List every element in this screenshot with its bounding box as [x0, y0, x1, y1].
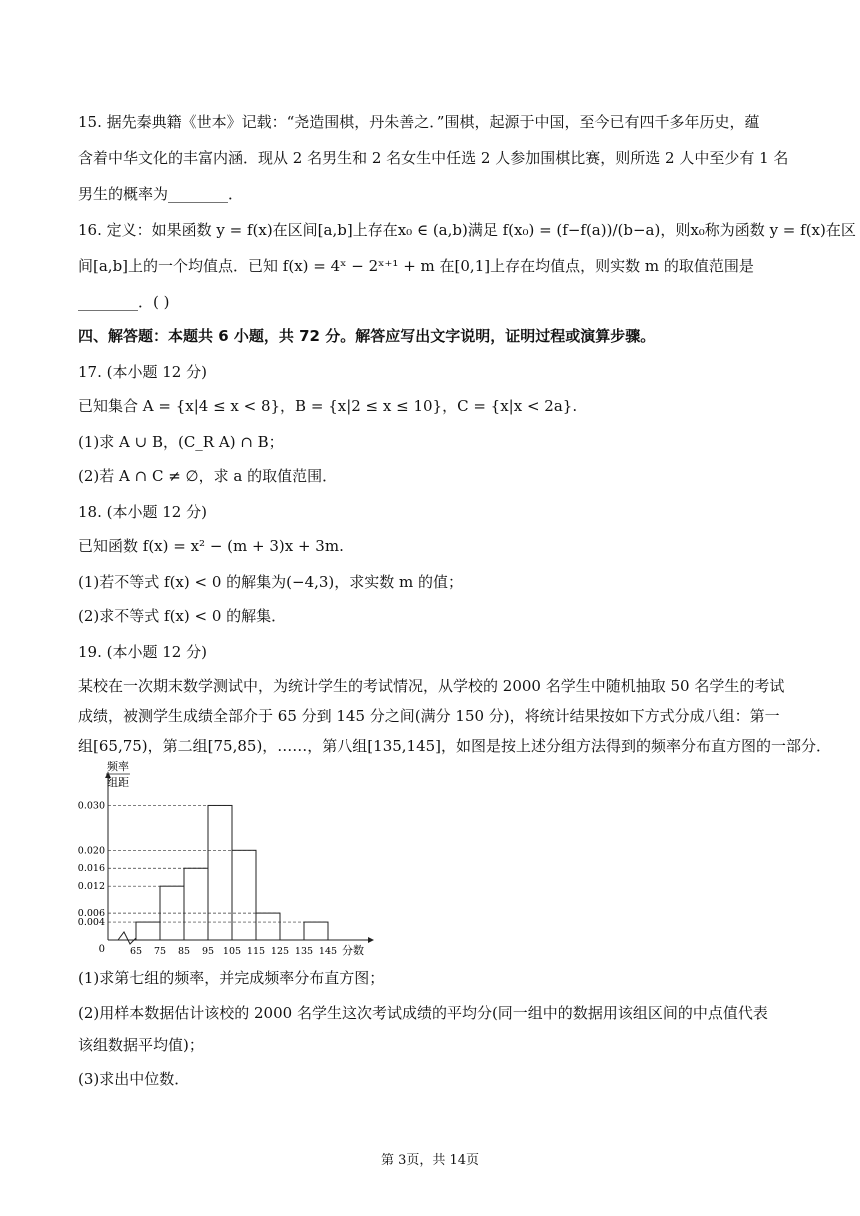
y-axis-label-bottom: 组距	[107, 776, 129, 789]
x-tick-label: 95	[201, 946, 215, 957]
q17-line3: (2)若 A ∩ C ≠ ∅，求 a 的取值范围．	[78, 467, 338, 485]
y-tick-label: 0.004	[78, 917, 105, 929]
histogram-bar	[136, 922, 160, 940]
section-heading: 四、解答题：本题共 6 小题，共 72 分。解答应写出文字说明，证明过程或演算步骤。	[78, 327, 656, 345]
axis-break	[118, 932, 136, 944]
q17-line1: 已知集合 A = {x|4 ≤ x < 8}，B = {x|2 ≤ x ≤ 10}，C = {x|x < 2a}.	[78, 397, 578, 415]
q16-line2: 间[a,b]上的一个均值点．已知 f(x) = 4ˣ − 2ˣ⁺¹ + m 在[0,1]上存在均值点，则实数 m 的取值范围是	[78, 257, 754, 275]
histogram-bar	[232, 850, 256, 940]
q17-line2: (1)求 A ∪ B，(C_R A) ∩ B；	[78, 433, 284, 451]
q18-line1: 已知函数 f(x) = x² − (m + 3)x + 3m.	[78, 537, 344, 555]
histogram-bar	[256, 913, 280, 940]
q17-head: 17. (本小题 12 分)	[78, 363, 207, 381]
y-tick-label: 0.006	[78, 908, 105, 920]
origin-label: 0	[98, 944, 105, 955]
q19-sub2b: 该组数据平均值)；	[78, 1036, 204, 1054]
q19-head: 19. (本小题 12 分)	[78, 643, 207, 661]
q19-sub1: (1)求第七组的频率，并完成频率分布直方图；	[78, 969, 385, 987]
x-tick-label: 75	[153, 946, 167, 957]
x-tick-label: 135	[294, 946, 314, 957]
q19-line1: 某校在一次期末数学测试中，为统计学生的考试情况，从学校的 2000 名学生中随机抽取 50 名学生的考试	[78, 677, 785, 695]
q19-line2: 成绩，被测学生成绩全部介于 65 分到 145 分之间(满分 150 分)，将统计结果按如下方式分成八组：第一	[78, 707, 780, 725]
x-tick-label: 105	[222, 946, 242, 957]
x-tick-label: 65	[129, 946, 143, 957]
x-tick-label: 125	[270, 946, 290, 957]
q15-line2: 含着中华文化的丰富内涵．现从 2 名男生和 2 名女生中任选 2 人参加围棋比赛，则所选 2 人中至少有 1 名	[78, 149, 789, 167]
x-tick-label: 115	[246, 946, 266, 957]
y-tick-label: 0.016	[78, 863, 105, 875]
q19-sub3: (3)求出中位数．	[78, 1070, 190, 1088]
y-axis-label-top: 频率	[107, 760, 129, 773]
q18-head: 18. (本小题 12 分)	[78, 503, 207, 521]
q15-line1: 15. 据先秦典籍《世本》记载：“尧造围棋，丹朱善之．”围棋，起源于中国，至今已有四千多年历史，蕴	[78, 113, 760, 131]
q16-line3: ________．( )	[78, 293, 170, 311]
histogram-bar	[184, 868, 208, 940]
histogram-bar	[208, 805, 232, 940]
x-tick-label: 145	[318, 946, 338, 957]
q15-line3: 男生的概率为________．	[78, 185, 244, 203]
y-tick-label: 0.012	[78, 881, 105, 893]
q18-line2: (1)若不等式 f(x) < 0 的解集为(−4,3)，求实数 m 的值；	[78, 573, 464, 591]
q16-line1: 16. 定义：如果函数 y = f(x)在区间[a,b]上存在x₀ ∈ (a,b)满足 f(x₀) = (f−f(a))/(b−a)，则x₀称为函数 y = f(x)在区	[78, 221, 856, 239]
frequency-histogram	[78, 760, 378, 960]
histogram-bar	[304, 922, 328, 940]
page-footer: 第 3页，共 14页	[380, 1153, 480, 1168]
x-tick-label: 85	[177, 946, 191, 957]
x-axis-label: 分数	[342, 944, 364, 957]
q19-sub2a: (2)用样本数据估计该校的 2000 名学生这次考试成绩的平均分(同一组中的数据用该组区间的中点值代表	[78, 1004, 768, 1022]
q18-line3: (2)求不等式 f(x) < 0 的解集．	[78, 607, 287, 625]
q19-line3: 组[65,75)，第二组[75,85)，……，第八组[135,145]，如图是按上述分组方法得到的频率分布直方图的一部分．	[78, 737, 832, 755]
x-axis-arrow	[368, 937, 374, 943]
y-tick-label: 0.030	[78, 800, 105, 812]
y-tick-label: 0.020	[78, 845, 105, 857]
